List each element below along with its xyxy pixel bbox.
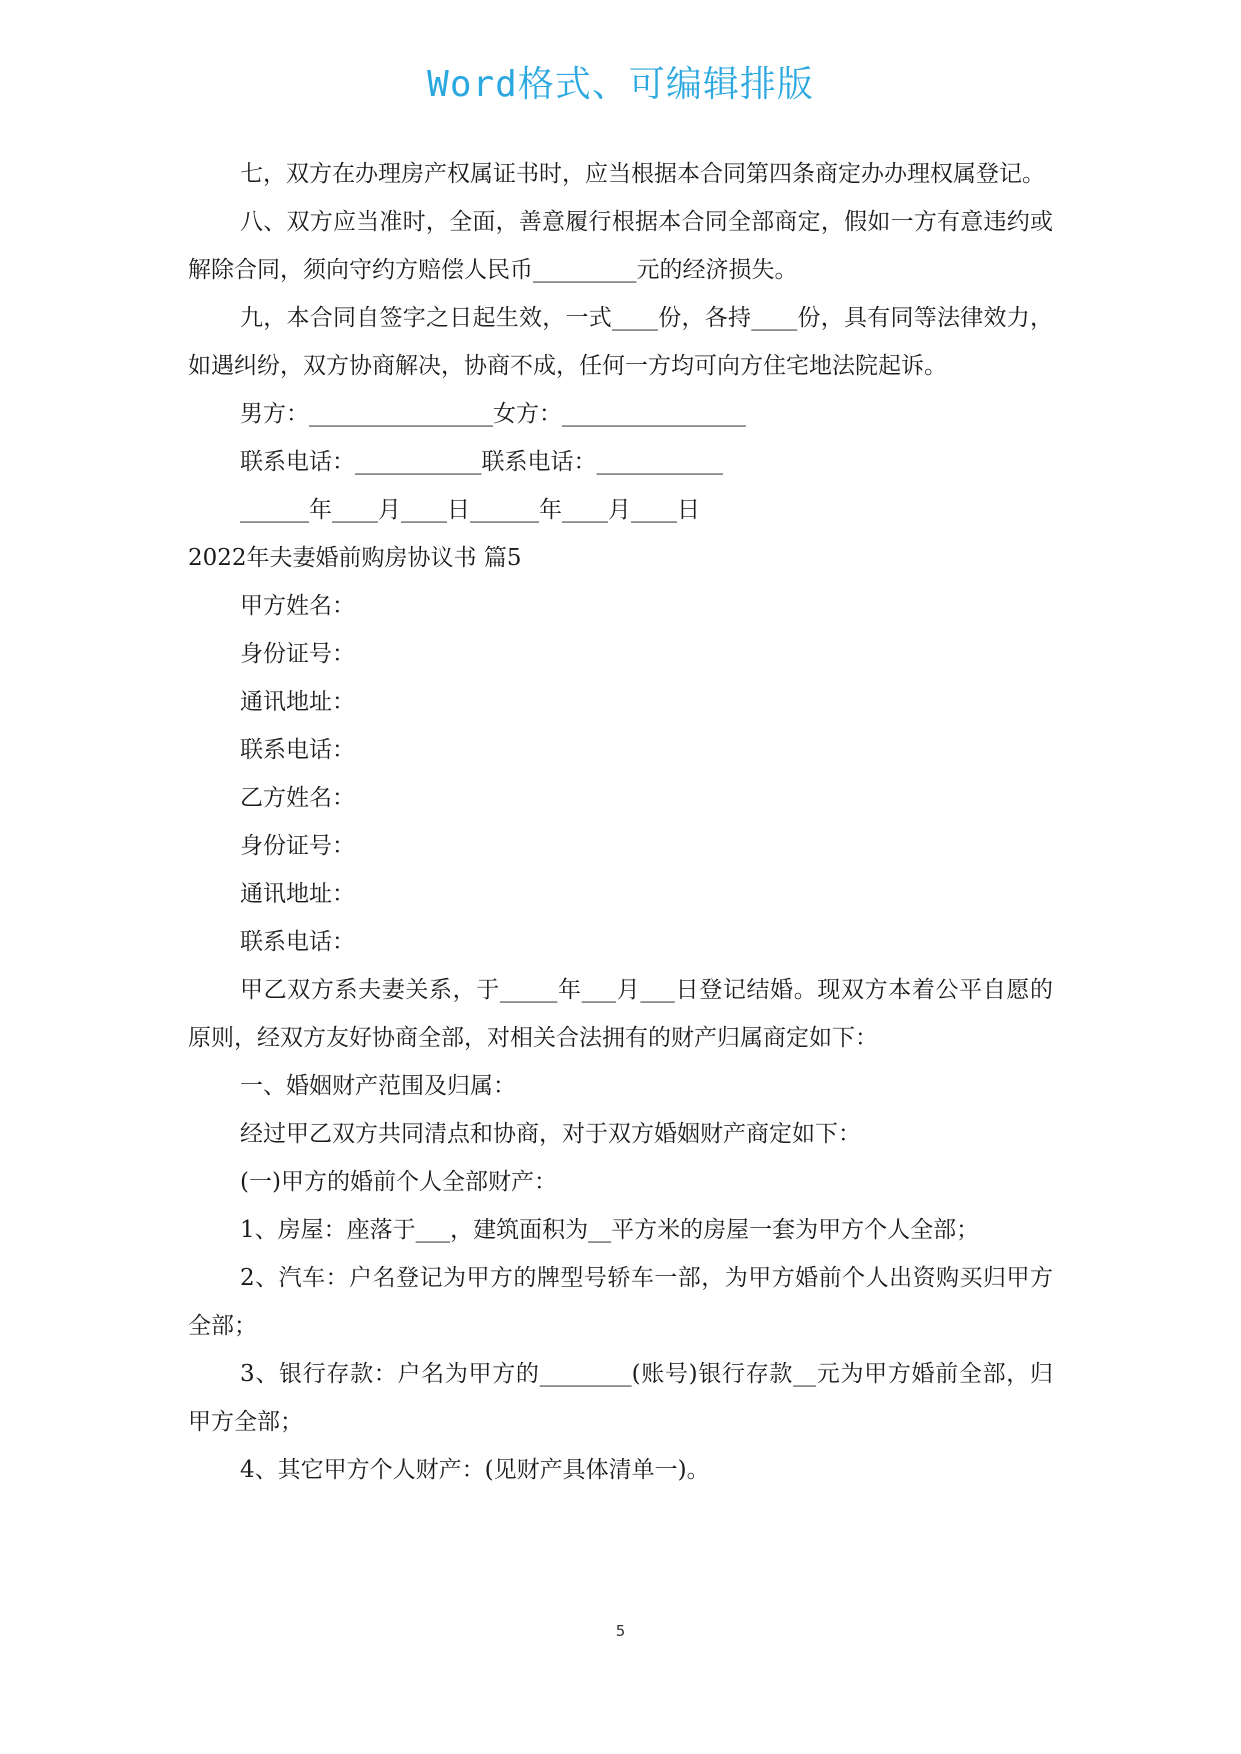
item-car: 2、汽车：户名登记为甲方的牌型号轿车一部，为甲方婚前个人出资购买归甲方全部； [188, 1265, 1053, 1339]
party-a-id-label: 身份证号： [240, 641, 355, 667]
signature-date-line: ______年____月____日______年____月____日 [240, 497, 700, 523]
contact-phone-line: 联系电话：___________联系电话：___________ [240, 449, 723, 475]
party-a-address-label: 通讯地址： [240, 689, 355, 715]
clause-seven: 七，双方在办理房产权属证书时，应当根据本合同第四条商定办办理权属登记。 [240, 161, 1045, 187]
party-b-name-label: 乙方姓名： [240, 785, 355, 811]
party-a-premarital-heading: (一)甲方的婚前个人全部财产： [240, 1169, 557, 1195]
item-other-property: 4、其它甲方个人财产：(见财产具体清单一)。 [240, 1457, 710, 1483]
party-b-phone-label: 联系电话： [240, 929, 355, 955]
page-header-title: Word格式、可编辑排版 [427, 64, 814, 105]
clause-nine: 九，本合同自签字之日起生效，一式____份，各持____份，具有同等法律效力，如遇纠纷，双方协商解决，协商不成，任何一方均可向方住宅地法院起诉。 [188, 305, 1053, 379]
document-body [188, 150, 1053, 1494]
party-a-name-label: 甲方姓名： [240, 593, 355, 619]
party-b-id-label: 身份证号： [240, 833, 355, 859]
clause-eight: 八、双方应当准时，全面，善意履行根据本合同全部商定，假如一方有意违约或解除合同，须向守约方赔偿人民币_________元的经济损失。 [188, 209, 1053, 283]
party-b-address-label: 通讯地址： [240, 881, 355, 907]
signature-parties-line: 男方：________________女方：________________ [240, 401, 746, 427]
marriage-statement: 甲乙双方系夫妻关系，于_____年___月___日登记结婚。现双方本着公平自愿的原则，经双方友好协商全部，对相关合法拥有的财产归属商定如下： [188, 977, 1053, 1051]
section-heading: 2022年夫妻婚前购房协议书 篇5 [188, 545, 522, 571]
page-number: 5 [615, 1622, 626, 1640]
item-house: 1、房屋：座落于___，建筑面积为__平方米的房屋一套为甲方个人全部； [240, 1217, 980, 1243]
party-a-phone-label: 联系电话： [240, 737, 355, 763]
item-bank-deposit: 3、银行存款：户名为甲方的________(账号)银行存款__元为甲方婚前全部，归甲方全部； [188, 1361, 1053, 1435]
article-one-intro: 经过甲乙双方共同清点和协商，对于双方婚姻财产商定如下： [240, 1121, 861, 1147]
article-one-heading: 一、婚姻财产范围及归属： [240, 1073, 516, 1099]
